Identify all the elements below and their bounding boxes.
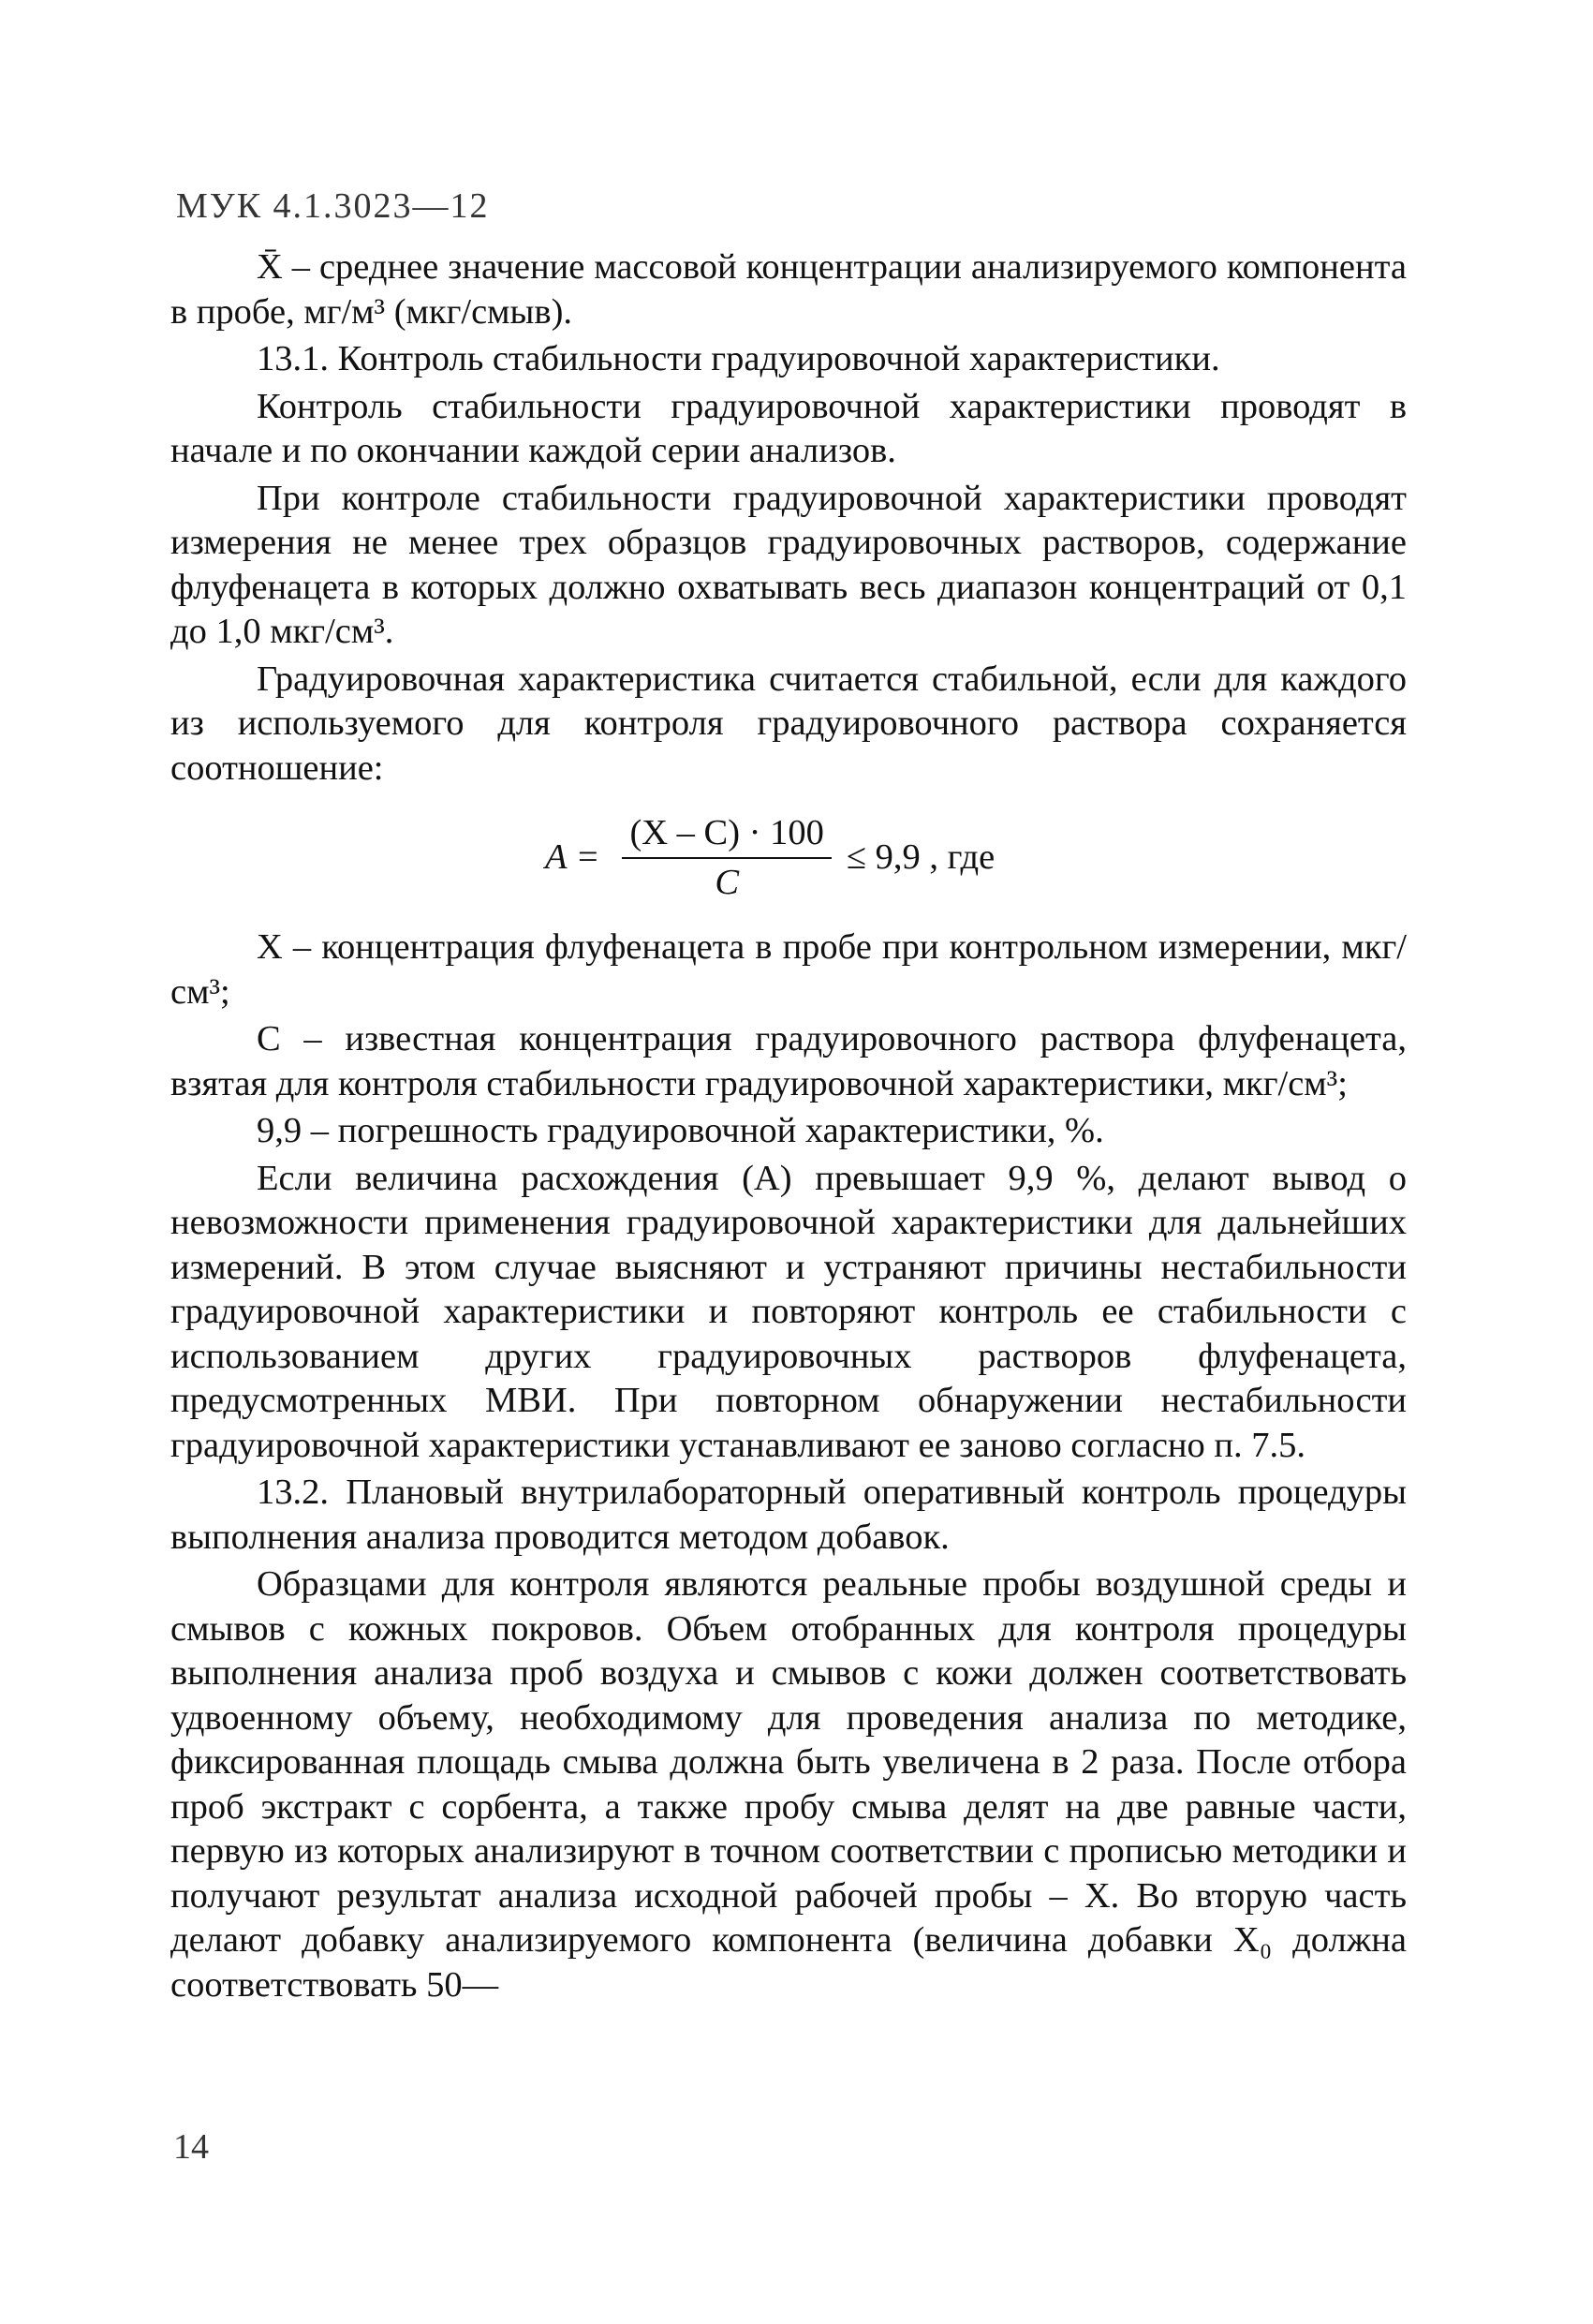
section-heading-13-2: 13.2. Плановый внутрилабораторный оперативный контроль процедуры выполнения анализа проводится методом добавок. [170, 1473, 1407, 1557]
stability-formula [545, 804, 1407, 912]
paragraph-x-definition: X – концентрация флуфенацета в пробе при контрольном измерении, мкг/см³; [170, 927, 1407, 1012]
formula-rhs: ≤ 9,9 , где [846, 837, 996, 878]
paragraph: Градуировочная характеристика считается стабильной, если для каждого из используемого для контроля градуировочного раствора сохраняется соотношение: [170, 659, 1407, 788]
paragraph-c-definition: C – известная концентрация градуировочного раствора флуфенацета, взятая для контроля стабильности градуировочной характеристики, мкг/см³; [170, 1019, 1407, 1103]
document-header: МУК 4.1.3023—12 [176, 186, 490, 226]
document-body [170, 245, 1407, 2010]
formula-lhs: A = [545, 837, 600, 878]
formula-denominator: C [715, 863, 739, 902]
paragraph: При контроле стабильности градуировочной характеристики проводят измерения не менее трех образцов градуировочных растворов, содержание флуфенацета в которых должно охватывать весь диапазон концентраций от 0,1 до 1,0 мкг/см³. [170, 478, 1407, 651]
paragraph: Образцами для контроля являются реальные пробы воздушной среды и смывов с кожных покровов. Объем отобранных для контроля процедуры выполнения анализа проб воздуха и смывов с кожи должен соответствовать удвоенному объему, необходимому для проведения анализа по методике, фиксированная площадь смыва должна быть увеличена в 2 раза. После отбора проб экстракт с сорбента, а также пробу смыва делят на две равные части, первую из которых анализируют в точном соответствии с прописью методики и получают результат анализа исходной рабочей пробы – X. Во вторую часть делают добавку анализируемого компонента (величина добавки X₀ должна соответствовать 50— [170, 1564, 1407, 2005]
formula-fraction [622, 811, 831, 906]
section-heading-13-1: 13.1. Контроль стабильности градуировочной характеристики. [257, 339, 1220, 378]
paragraph-xbar-definition: X̄ – среднее значение массовой концентрации анализируемого компонента в пробе, мг/м³ (мкг/смыв). [170, 247, 1407, 332]
paragraph: Контроль стабильности градуировочной характеристики проводят в начале и по окончании каждой серии анализов. [170, 386, 1407, 470]
page-number: 14 [173, 2127, 209, 2167]
formula-numerator: (X – C) · 100 [622, 811, 831, 860]
paragraph-error-definition: 9,9 – погрешность градуировочной характеристики, %. [257, 1111, 1104, 1150]
paragraph: Если величина расхождения (A) превышает 9,9 %, делают вывод о невозможности применения градуировочной характеристики для дальнейших измерений. В этом случае выясняют и устраняют причины нестабильности градуировочной характеристики и повторяют контроль ее стабильности с использованием других градуировочных растворов флуфенацета, предусмотренных МВИ. При повторном обнаружении нестабильности градуировочной характеристики устанавливают ее заново согласно п. 7.5. [170, 1158, 1407, 1465]
